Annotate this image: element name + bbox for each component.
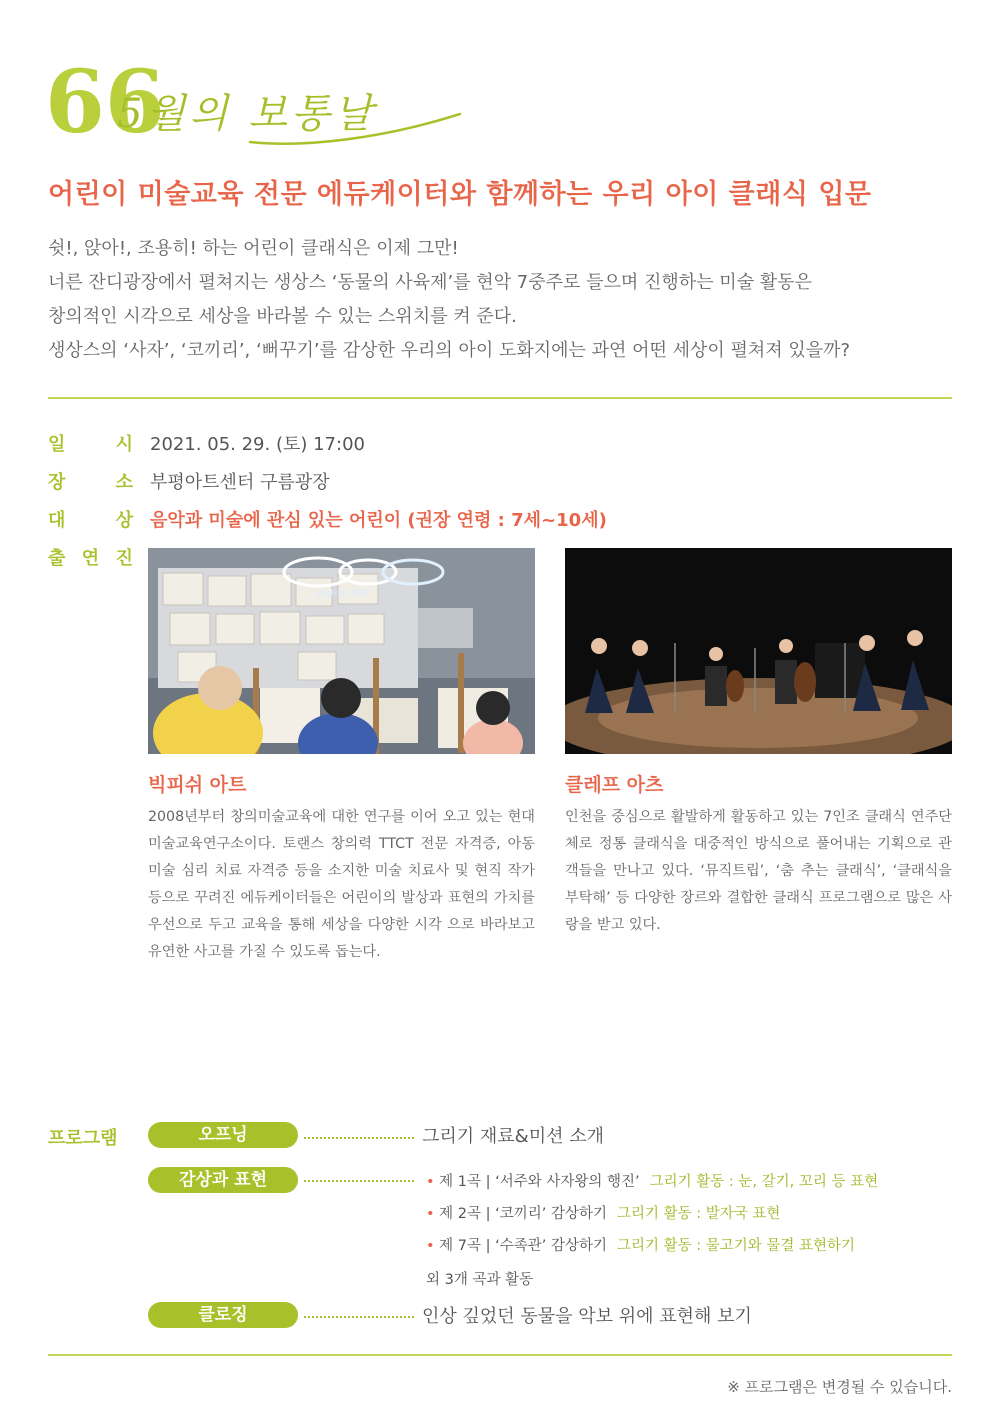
activity: 그리기 활동 : 물고기와 물결 표현하기: [617, 1238, 856, 1254]
intro-paragraph: [48, 232, 968, 368]
track-title: 제 7곡 | ‘수족관’ 감상하기: [439, 1238, 607, 1254]
intro-line: 창의적인 시각으로 세상을 바라볼 수 있는 스위치를 켜 준다.: [48, 306, 517, 327]
logo-quote-mark: 66: [45, 52, 165, 153]
headline: 어린이 미술교육 전문 에듀케이터와 함께하는 우리 아이 클래식 입문: [48, 179, 872, 210]
dotted-leader: [304, 1316, 414, 1318]
performer-name-bigfish: 빅피쉬 아트: [148, 774, 247, 796]
performer-name-clef: 클레프 아츠: [565, 774, 664, 796]
closing-text: 인상 깊었던 동물을 악보 위에 표현해 보기: [422, 1306, 752, 1327]
intro-line: 생상스의 ‘사자’, ‘코끼리’, ‘뻐꾸기’를 감상한 우리의 아이 도화지에는 과연 어떤 세상이 펼쳐져 있을까?: [48, 340, 851, 361]
cast-label: 출 연 진: [48, 548, 133, 569]
track-title: 제 1곡 | ‘서주와 사자왕의 행진’: [439, 1174, 640, 1190]
activity: 그리기 활동 : 발자국 표현: [617, 1206, 781, 1222]
photo-bigfish-art: [148, 548, 535, 754]
activity: 그리기 활동 : 눈, 갈기, 꼬리 등 표현: [649, 1174, 879, 1190]
performer-desc-bigfish: 2008년부터 창의미술교육에 대한 연구를 이어 오고 있는 현대미술교육연구소이다. 토랜스 창의력 TTCT 전문 자격증, 아동 미술 심리 치료 자격증 등을 소지한 미술 치료사 및 현직 작가등으로 꾸려진 에듀케이터들은 어린이의 발상과 표현의 가치를 우선으로 두고 교육을 통해 세상을 다양한 시각 으로 바라보고 유연한 사고를 가질 수 있도록 돕는다.: [148, 809, 535, 960]
performer-desc-clef: 인천을 중심으로 활발하게 활동하고 있는 7인조 클래식 연주단체로 정통 클래식을 대중적인 방식으로 풀어내는 기획으로 관객들을 만나고 있다. ‘뮤직트립’, ‘춤 추는 클래식’, ‘클래식을 부탁해’ 등 다양한 장르와 결합한 클래식 프로그램으로 많은 사랑을 받고 있다.: [565, 809, 952, 933]
place-label: 장 소: [48, 472, 133, 493]
intro-line: 쉿!, 앉아!, 조용히! 하는 어린이 클래식은 이제 그만!: [48, 238, 459, 259]
divider-top: [48, 397, 952, 399]
logo-title: 5월의 보통날: [117, 91, 377, 137]
event-logo: [45, 52, 425, 153]
pill-closing: 클로징: [148, 1302, 298, 1328]
photo-sign-text: BigFish ART: [316, 589, 368, 599]
dotted-leader: [304, 1180, 414, 1182]
date-label: 일 시: [48, 434, 133, 455]
program-item: • 제 1곡 | ‘서주와 사자왕의 행진’ 그리기 활동 : 눈, 갈기, 꼬리 등 표현: [426, 1174, 879, 1190]
pill-appreciation: 감상과 표현: [148, 1167, 298, 1193]
date-value: 2021. 05. 29. (토) 17:00: [150, 434, 365, 455]
opening-text: 그리기 재료&미션 소개: [422, 1126, 604, 1147]
track-title: 제 2곡 | ‘코끼리’ 감상하기: [439, 1206, 607, 1222]
change-notice: ※ 프로그램은 변경될 수 있습니다.: [727, 1378, 952, 1396]
dotted-leader: [304, 1137, 414, 1139]
target-label: 대 상: [48, 510, 133, 531]
program-item: • 제 2곡 | ‘코끼리’ 감상하기 그리기 활동 : 발자국 표현: [426, 1206, 781, 1222]
pill-opening: 오프닝: [148, 1122, 298, 1148]
divider-bottom: [48, 1354, 952, 1356]
intro-line: 너른 잔디광장에서 펼쳐지는 생상스 ‘동물의 사육제’를 현악 7중주로 들으며 진행하는 미술 활동은: [48, 272, 812, 293]
program-item: • 제 7곡 | ‘수족관’ 감상하기 그리기 활동 : 물고기와 물결 표현하기: [426, 1238, 856, 1254]
program-label: 프로그램: [48, 1128, 118, 1149]
logo-swoosh: [245, 108, 465, 148]
place-value: 부평아트센터 구름광장: [150, 472, 330, 493]
program-extra: 외 3개 곡과 활동: [426, 1272, 534, 1288]
target-value: 음악과 미술에 관심 있는 어린이 (권장 연령 : 7세~10세): [150, 510, 607, 531]
photo-clef-arts: [565, 548, 952, 754]
